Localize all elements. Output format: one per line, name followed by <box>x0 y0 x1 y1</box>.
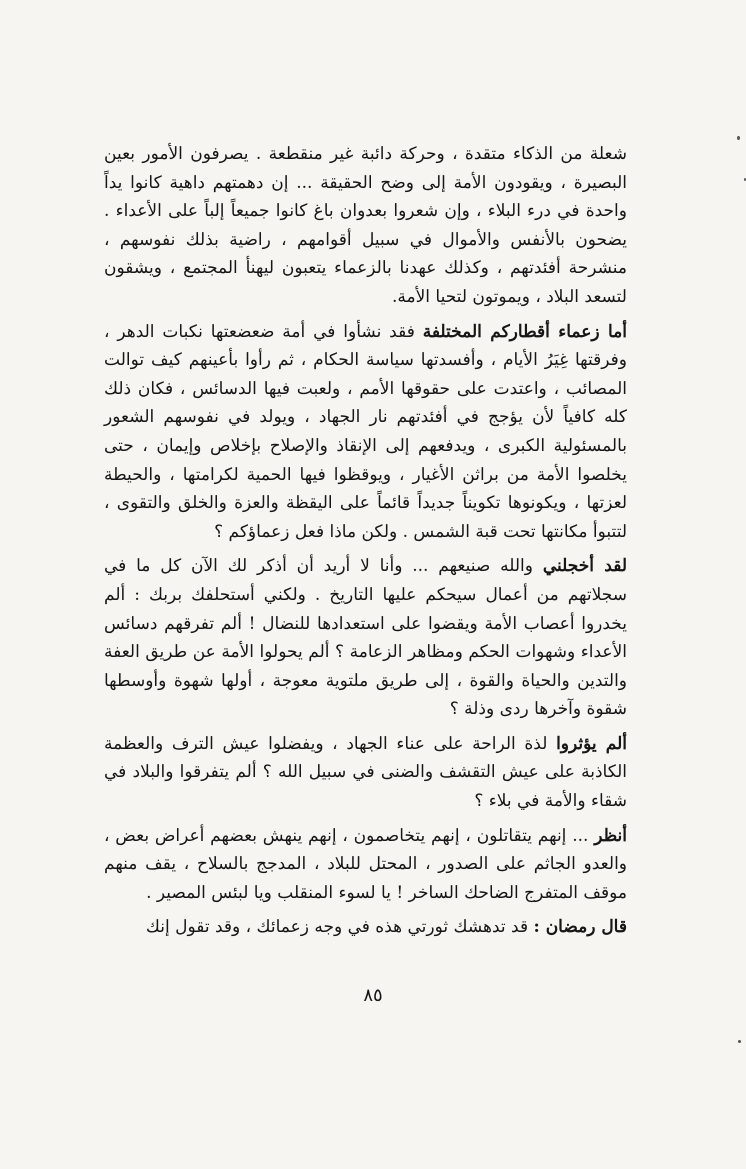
scan-speck <box>737 136 740 140</box>
book-page-body <box>104 140 627 948</box>
paragraph-text: لذة الراحة على عناء الجهاد ، ويفضلوا عيش الترف والعظمة الكاذبة على عيش التقشف والضنى في سبيل الله ؟ ألم يتفرقوا والبلاد في شقاء والأمة في بلاء ؟ <box>104 733 627 812</box>
paragraph-text: قد تدهشك ثورتي هذه في وجه زعمائك ، وقد تقول إنك <box>145 917 529 938</box>
paragraph-lead: أنظر <box>594 825 628 846</box>
paragraph-text: والله صنيعهم ... وأنا لا أريد أن أذكر لك الآن كل ما في سجلاتهم من أعمال سيحكم عليها التاريخ . ولكني أستحلفك بربك : ألم يخدروا أعصاب الأمة ويقضوا على استعدادها للنضال ! ألم تفرقهم دسائس الأعداء وشهوات الحكم ومظاهر الزعامة ؟ ألم يحولوا الأمة عن طريق العفة والتدين والحياة والقوة ، إلى طريق ملتوية معوجة ، أولها شهوة وأوسطها شقوة وآخرها ردى وذلة ؟ <box>104 556 627 720</box>
paragraph-text: ... إنهم يتقاتلون ، إنهم يتخاصمون ، إنهم ينهش بعضهم أعراض بعض ، والعدو الجاثم على الصدور ، المحتل للبلاد ، المدجج بالسلاح ، يقف منهم موقف المتفرج الضاحك الساخر ! يا لسوء المنقلب ويا لبئس المصير . <box>104 825 627 903</box>
paragraph-3 <box>104 552 627 724</box>
page-number: ٨٥ <box>363 985 383 1006</box>
paragraph-2 <box>104 318 627 547</box>
paragraph-text: شعلة من الذكاء متقدة ، وحركة دائبة غير منقطعة . يصرفون الأمور بعين البصيرة ، ويقودون الأمة إلى وضح الحقيقة ... إن دهمتهم داهية كانوا يداً واحدة في درء البلاء ، وإن شعروا بعدوان باغ كانوا جميعاً إلباً على الأعداء . يضحون بالأنفس والأموال في سبيل أقوامهم ، راضية بذلك نفوسهم ، منشرحة أفئدتهم ، وكذلك عهدنا بالزعماء يتعبون ليهنأ المجتمع ، ويشقون لتسعد البلاد ، ويموتون لتحيا الأمة. <box>104 144 627 307</box>
paragraph-lead: أما زعماء أقطاركم المختلفة <box>422 321 627 342</box>
paragraph-lead: قال رمضان : <box>533 917 627 938</box>
paragraph-text: فقد نشأوا في أمة ضعضعتها نكبات الدهر ، وفرقتها غِيَرُ الأيام ، وأفسدتها سياسة الحكام ، ثم رأوا بأعينهم كيف توالت المصائب ، واعتدت على حقوقها الأمم ، ولعبت فيها الدسائس ، فكان ذلك كله كافياً لأن يؤجج في أفئدتهم نار الجهاد ، ويولد في نفوسهم الشعور بالمسئولية الكبرى ، ويدفعهم إلى الإنقاذ والإصلاح بإخلاص وإيمان ، حتى يخلصوا الأمة من براثن الأغيار ، ويوقظوا فيها الحمية لكرامتها ، والحيطة لعزتها ، ويكونوها تكويناً جديداً قائماً على اليقظة والعزة والخلق والتقوى ، لتتبوأ مكانتها تحت قبة الشمس . ولكن ماذا فعل زعماؤكم ؟ <box>104 321 627 542</box>
paragraph-6 <box>104 913 627 942</box>
paragraph-lead: لقد أخجلني <box>542 556 627 577</box>
paragraph-4 <box>104 730 627 816</box>
scan-speck <box>738 1040 741 1043</box>
paragraph-1 <box>104 140 627 312</box>
paragraph-lead: ألم يؤثروا <box>556 733 627 754</box>
paragraph-5 <box>104 822 627 908</box>
